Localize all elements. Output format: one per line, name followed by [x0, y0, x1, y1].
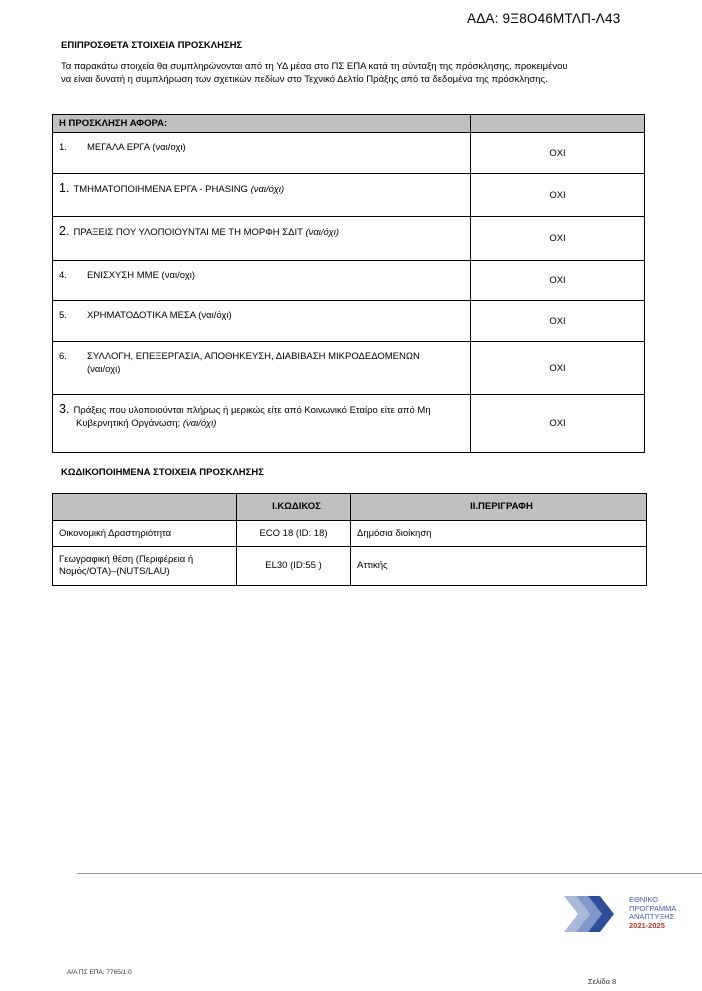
coded-data-table [52, 493, 647, 586]
answer-cell: ΟΧΙ [471, 261, 645, 301]
answer-cell: ΟΧΙ [471, 217, 645, 261]
intro-line-1: Τα παρακάτω στοιχεία θα συμπληρώνονται από τη ΥΔ μέσα στο ΠΣ ΕΠΑ κατά τη σύνταξη της πρόσκλησης, προκειμένου [61, 61, 568, 72]
item-number: 1. [59, 181, 70, 195]
header-blank [53, 494, 237, 521]
item-text: ΜΕΓΑΛΑ ΕΡΓΑ (ναι/οχι) [87, 142, 186, 153]
invitation-scope-table [52, 114, 645, 453]
item-text-italic: (ναι/όχι) [250, 184, 285, 195]
item-number: 2. [59, 224, 70, 238]
table-header-row [53, 115, 645, 133]
logo-line-2: ΠΡΟΓΡΑΜΜΑ [629, 903, 677, 913]
row-label-line-2: Νομός/ΟΤΑ)–(NUTS/LAU) [59, 566, 170, 577]
item-cell [53, 133, 471, 174]
table-row [53, 133, 645, 174]
item-number: 4. [59, 270, 67, 281]
answer-cell: ΟΧΙ [471, 133, 645, 174]
table-row [53, 301, 645, 342]
item-text: ΣΥΛΛΟΓΗ, ΕΠΕΞΕΡΓΑΣΙΑ, ΑΠΟΘΗΚΕΥΣΗ, ΔΙΑΒΙΒΑΣΗ ΜΙΚΡΟΔΕΔΟΜΕΝΩΝ [87, 351, 420, 362]
row-label: Οικονομική Δραστηριότητα [53, 521, 237, 547]
item-number: 3. [59, 402, 70, 416]
table-row [53, 174, 645, 217]
header-description: ΙΙ.ΠΕΡΙΓΡΑΦΗ [351, 494, 647, 521]
item-text: ΕΝΙΣΧΥΣΗ ΜΜΕ (ναι/οχι) [87, 270, 196, 281]
table-row [53, 521, 647, 547]
item-text: ΧΡΗΜΑΤΟΔΟΤΙΚΑ ΜΕΣΑ (ναι/όχι) [87, 310, 232, 321]
footer-rule [77, 873, 702, 874]
item-cell [53, 342, 471, 395]
table-header-row [53, 494, 647, 521]
ada-code: ΑΔΑ: 9Ξ8Ο46ΜΤΛΠ-Λ43 [467, 11, 621, 26]
item-cell [53, 261, 471, 301]
item-cell [53, 395, 471, 453]
item-text-line-2: Κυβερνητική Οργάνωση; [76, 418, 181, 429]
item-text: ΠΡΑΞΕΙΣ ΠΟΥ ΥΛΟΠΟΙΟΥΝΤΑΙ ΜΕ ΤΗ ΜΟΡΦΗ ΣΔΙΤ [73, 227, 303, 238]
section-title-additional: ΕΠΙΠΡΟΣΘΕΤΑ ΣΤΟΙΧΕΙΑ ΠΡΟΣΚΛΗΣΗΣ [61, 40, 243, 51]
table-row [53, 217, 645, 261]
row-label [53, 547, 237, 586]
item-number: 6. [59, 351, 67, 362]
item-cell [53, 301, 471, 342]
row-description: Δημόσια διοίκηση [351, 521, 647, 547]
item-text-line-2: (ναι/οχι) [87, 364, 121, 375]
intro-paragraph [61, 60, 646, 86]
answer-cell: ΟΧΙ [471, 174, 645, 217]
row-label-line-1: Γεωγραφική θέση (Περιφέρεια ή [59, 554, 194, 565]
table-header-blank [471, 115, 645, 133]
header-code: Ι.ΚΩΔΙΚΟΣ [237, 494, 351, 521]
row-code: ECO 18 (ID: 18) [237, 521, 351, 547]
program-logo-text [629, 896, 676, 930]
footer-document-id: Α/Α ΠΣ ΕΠΑ: 7765/1.0 [67, 969, 132, 976]
item-text-italic: (ναι/όχι) [305, 227, 339, 238]
answer-cell: ΟΧΙ [471, 342, 645, 395]
table-row [53, 342, 645, 395]
intro-line-2: να είναι δυνατή η συμπλήρωση των σχετικών πεδίων στο Τεχνικό Δελτίο Πράξης από τα δεδομένα της πρόσκλησης. [61, 74, 548, 85]
item-number: 1. [59, 142, 67, 153]
page-number: Σελίδα 8 [588, 977, 617, 986]
row-code: EL30 (ID:55 ) [237, 547, 351, 586]
item-text-italic: (ναι/όχι) [182, 418, 217, 429]
section-title-coded: ΚΩΔΙΚΟΠΟΙΗΜΕΝΑ ΣΤΟΙΧΕΙΑ ΠΡΟΣΚΛΗΣΗΣ [61, 467, 264, 478]
logo-line-3: ΑΝΑΠΤΥΞΗΣ [629, 912, 675, 922]
table-row [53, 547, 647, 586]
item-cell [53, 217, 471, 261]
table-row [53, 395, 645, 453]
row-description: Αττικής [351, 547, 647, 586]
table-header-cell: Η ΠΡΟΣΚΛΗΣΗ ΑΦΟΡΑ: [53, 115, 471, 133]
logo-line-1: ΕΘΝΙΚΟ [629, 895, 658, 904]
answer-cell: ΟΧΙ [471, 395, 645, 453]
item-number: 5. [59, 310, 67, 321]
logo-years: 2021-2025 [629, 920, 665, 930]
item-cell [53, 174, 471, 217]
item-text: ΤΜΗΜΑΤΟΠΟΙΗΜΕΝΑ ΕΡΓΑ - PHASING [73, 184, 248, 195]
item-text: Πράξεις που υλοποιούνται πλήρως ή μερικώς είτε από Κοινωνικό Εταίρο είτε από Μη [73, 405, 431, 416]
table-row [53, 261, 645, 301]
answer-cell: ΟΧΙ [471, 301, 645, 342]
